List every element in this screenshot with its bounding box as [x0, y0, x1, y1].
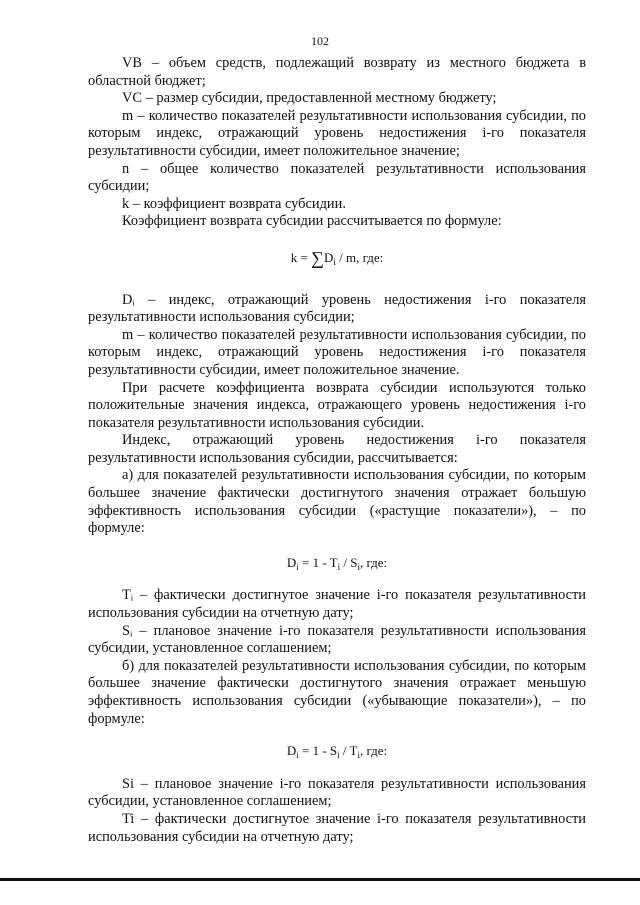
decreasing-formula-d: D — [286, 743, 297, 759]
growing-formula-d-sub: i — [296, 561, 299, 572]
decreasing-formula-t-sub: i — [357, 750, 360, 761]
page-number: 102 — [311, 34, 329, 48]
definition-ti: Tᵢ – фактически достигнутое значение i-го показателя результативности использования субсидии на отчетную дату; — [88, 587, 586, 622]
positive-values-note: При расчете коэффициента возврата субсидии используются только положительные значения индекса, отражающего уровень недостижения i-го показателя результативности использования субсидии. — [88, 379, 586, 431]
definition-vc: VС – размер субсидии, предоставленной местному бюджету; — [122, 90, 497, 107]
growing-formula-div: / S — [340, 554, 358, 570]
growing-formula-t-sub: i — [337, 561, 341, 572]
document-body — [88, 55, 586, 846]
definition-vb: VВ – объем средств, подлежащий возврату из местного бюджета в областной бюджет; — [88, 55, 586, 89]
definition-si: Sᵢ – плановое значение i-го показателя результативности использования субсидии, установленное соглашением; — [88, 622, 586, 657]
definition-m-repeat: m – количество показателей результативности использования субсидии, по которым индекс, отражающий уровень недостижения i-го показателя результативности субсидии, имеет положительное значение. — [88, 326, 586, 378]
decreasing-formula — [88, 742, 586, 760]
growing-formula-d: D — [286, 554, 297, 570]
index-intro: Индекс, отражающий уровень недостижения i-го показателя результативности использования субсидии, рассчитывается: — [88, 432, 586, 466]
decreasing-formula-tail: , где: — [359, 743, 388, 759]
k-formula-lhs: k = — [290, 249, 312, 265]
definition-si-repeat: Si – плановое значение i-го показателя результативности использования субсидии, установленное соглашением; — [88, 775, 586, 810]
decreasing-formula-mid: = 1 - S — [298, 743, 338, 759]
k-formula-d: D — [323, 249, 334, 265]
definition-m: m – количество показателей результативности использования субсидии, по которым индекс, отражающий уровень недостижения i-го показателя результативности субсидии, имеет положительное значение; — [88, 107, 586, 159]
decreasing-formula-s-sub: i — [337, 750, 340, 761]
case-a-text: а) для показателей результативности использования субсидии, по которым большее значение фактически достигнутого значения отражает большую эффективность использования субсидии («растущие показатели»), – по формуле: — [88, 467, 586, 537]
definition-k: k – коэффициент возврата субсидии. — [122, 195, 346, 212]
definition-ti-repeat: Ti – фактически достигнутое значение i-го показателя результативности использования субсидии на отчетную дату; — [88, 810, 586, 845]
k-formula-rest: / m, где: — [335, 249, 384, 265]
page-bottom-rule — [0, 878, 640, 881]
definition-n: n – общее количество показателей результативности использования субсидии; — [88, 160, 586, 195]
growing-formula-tail: , где: — [359, 554, 388, 570]
k-formula — [88, 249, 586, 268]
decreasing-formula-div: / T — [339, 743, 358, 759]
growing-formula — [88, 554, 586, 572]
case-b-text: б) для показателей результативности использования субсидии, по которым большее значение фактически достигнутого значения отражает меньшую эффективность использования субсидии («убывающие показатели»), – по формуле: — [88, 657, 586, 727]
k-formula-d-sub: i — [333, 256, 336, 267]
k-formula-intro: Коэффициент возврата субсидии рассчитывается по формуле: — [122, 213, 502, 230]
growing-formula-mid: = 1 - T — [298, 554, 338, 570]
sum-symbol: ∑ — [311, 247, 324, 268]
decreasing-formula-d-sub: i — [296, 750, 299, 761]
definition-di: Dᵢ – индекс, отражающий уровень недостижения i-го показателя результативности использования субсидии; — [88, 291, 586, 326]
growing-formula-s-sub: i — [357, 561, 360, 572]
